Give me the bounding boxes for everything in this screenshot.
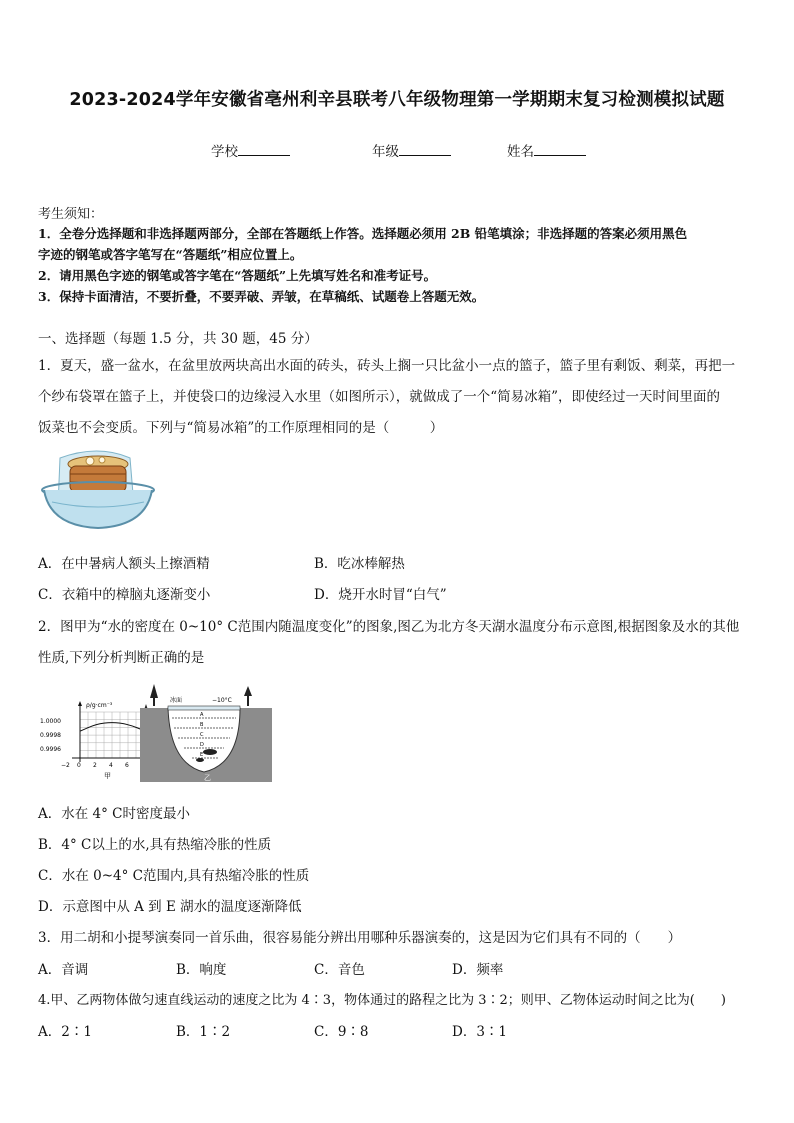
q3-option-b[interactable]: B．响度 — [176, 962, 227, 978]
layer-label: C — [200, 732, 204, 738]
y-tick-label: 0.9996 — [40, 746, 61, 753]
q2-option-c[interactable]: C．水在 0~4° C范围内,具有热缩冷胀的性质 — [38, 868, 310, 884]
q4-option-b[interactable]: B．1∶2 — [176, 1024, 231, 1040]
q2-option-a[interactable]: A．水在 4° C时密度最小 — [38, 806, 190, 822]
section-heading: 一、选择题（每题 1.5 分，共 30 题，45 分） — [38, 331, 318, 347]
q2-option-b[interactable]: B．4° C以上的水,具有热缩冷胀的性质 — [38, 837, 272, 853]
layer-label: E — [200, 752, 204, 758]
ice-label: 冰面 — [170, 697, 183, 704]
q2-option-d[interactable]: D．示意图中从 A 到 E 湖水的温度逐渐降低 — [38, 899, 302, 915]
school-label: 学校 — [211, 144, 238, 160]
layer-label: D — [200, 742, 204, 748]
grade-blank[interactable] — [399, 142, 451, 156]
q1-option-d[interactable]: D．烧开水时冒“白气” — [314, 587, 447, 603]
name-field[interactable] — [507, 140, 586, 160]
name-blank[interactable] — [534, 142, 586, 156]
q1-text: 1．夏天，盛一盆水，在盆里放两块高出水面的砖头，砖头上搁一只比盆小一点的篮子，篮子里有剩饭、剩菜，再把一 — [38, 358, 736, 374]
q1-text: 饭菜也不会变质。下列与“简易冰箱”的工作原理相同的是（ ） — [38, 420, 444, 436]
x-tick-label: 2 — [93, 762, 97, 769]
q4-option-a[interactable]: A．2∶1 — [38, 1024, 92, 1040]
graph-caption: 甲 — [104, 772, 111, 780]
layer-label: B — [200, 722, 204, 728]
lake-caption: 乙 — [204, 774, 211, 782]
q3-option-d[interactable]: D．频率 — [452, 962, 504, 978]
school-blank[interactable] — [238, 142, 290, 156]
q1-option-a[interactable]: A．在中暑病人额头上擦酒精 — [38, 556, 210, 572]
q2-text: 性质,下列分析判断正确的是 — [38, 650, 205, 666]
page-title: 2023-2024学年安徽省亳州利辛县联考八年级物理第一学期期末复习检测模拟试题 — [69, 90, 725, 110]
q4-text: 4.甲、乙两物体做匀速直线运动的速度之比为 4∶3，物体通过的路程之比为 3∶2；则甲、乙物体运动时间之比为( ) — [38, 993, 726, 1008]
notice-heading: 考生须知： — [38, 207, 104, 222]
q1-text: 个纱布袋罩在篮子上，并使袋口的边缘浸入水里（如图所示），就做成了一个“简易冰箱”，即使经过一天时间里面的 — [38, 389, 721, 405]
notice-item: 3．保持卡面清洁，不要折叠，不要弄破、弄皱，在草稿纸、试题卷上答题无效。 — [38, 289, 485, 304]
air-temp-label: −10°C — [212, 697, 232, 704]
q3-text: 3．用二胡和小提琴演奏同一首乐曲，很容易能分辨出用哪种乐器演奏的，这是因为它们具有不同的（ ） — [38, 930, 682, 946]
name-label: 姓名 — [507, 144, 534, 160]
q4-option-c[interactable]: C．9∶8 — [314, 1024, 369, 1040]
school-field[interactable] — [211, 140, 290, 160]
notice-item: 2．请用黑色字迹的钢笔或答字笔在“答题纸”上先填写姓名和准考证号。 — [38, 268, 437, 283]
grade-label: 年级 — [372, 144, 399, 160]
q1-option-c[interactable]: C．衣箱中的樟脑丸逐渐变小 — [38, 587, 211, 603]
q3-option-c[interactable]: C．音色 — [314, 962, 365, 978]
notice-item: 1．全卷分选择题和非选择题两部分，全部在答题纸上作答。选择题必须用 2B 铅笔填涂；非选择题的答案必须用黑色 — [38, 226, 688, 241]
q3-option-a[interactable]: A．音调 — [38, 962, 89, 978]
simple-fridge-figure — [38, 446, 156, 536]
x-tick-label: 4 — [109, 762, 113, 769]
x-tick-label: −2 — [61, 762, 70, 769]
q2-text: 2．图甲为“水的密度在 0~10° C范围内随温度变化”的图象,图乙为北方冬天湖水温度分布示意图,根据图象及水的其他 — [38, 619, 740, 635]
y-axis-label: ρ/g·cm⁻³ — [86, 702, 113, 709]
q1-option-b[interactable]: B．吃冰棒解热 — [314, 556, 405, 572]
y-tick-label: 1.0000 — [40, 718, 61, 725]
grade-field[interactable] — [372, 140, 451, 160]
q4-option-d[interactable]: D．3∶1 — [452, 1024, 508, 1040]
x-tick-label: 6 — [125, 762, 129, 769]
x-tick-label: 0 — [77, 762, 81, 769]
notice-item: 字迹的钢笔或答字笔写在“答题纸”相应位置上。 — [38, 247, 303, 262]
y-tick-label: 0.9998 — [40, 732, 61, 739]
lake-diagram — [140, 684, 272, 782]
layer-label: A — [200, 712, 204, 718]
fish-icon — [203, 749, 217, 755]
